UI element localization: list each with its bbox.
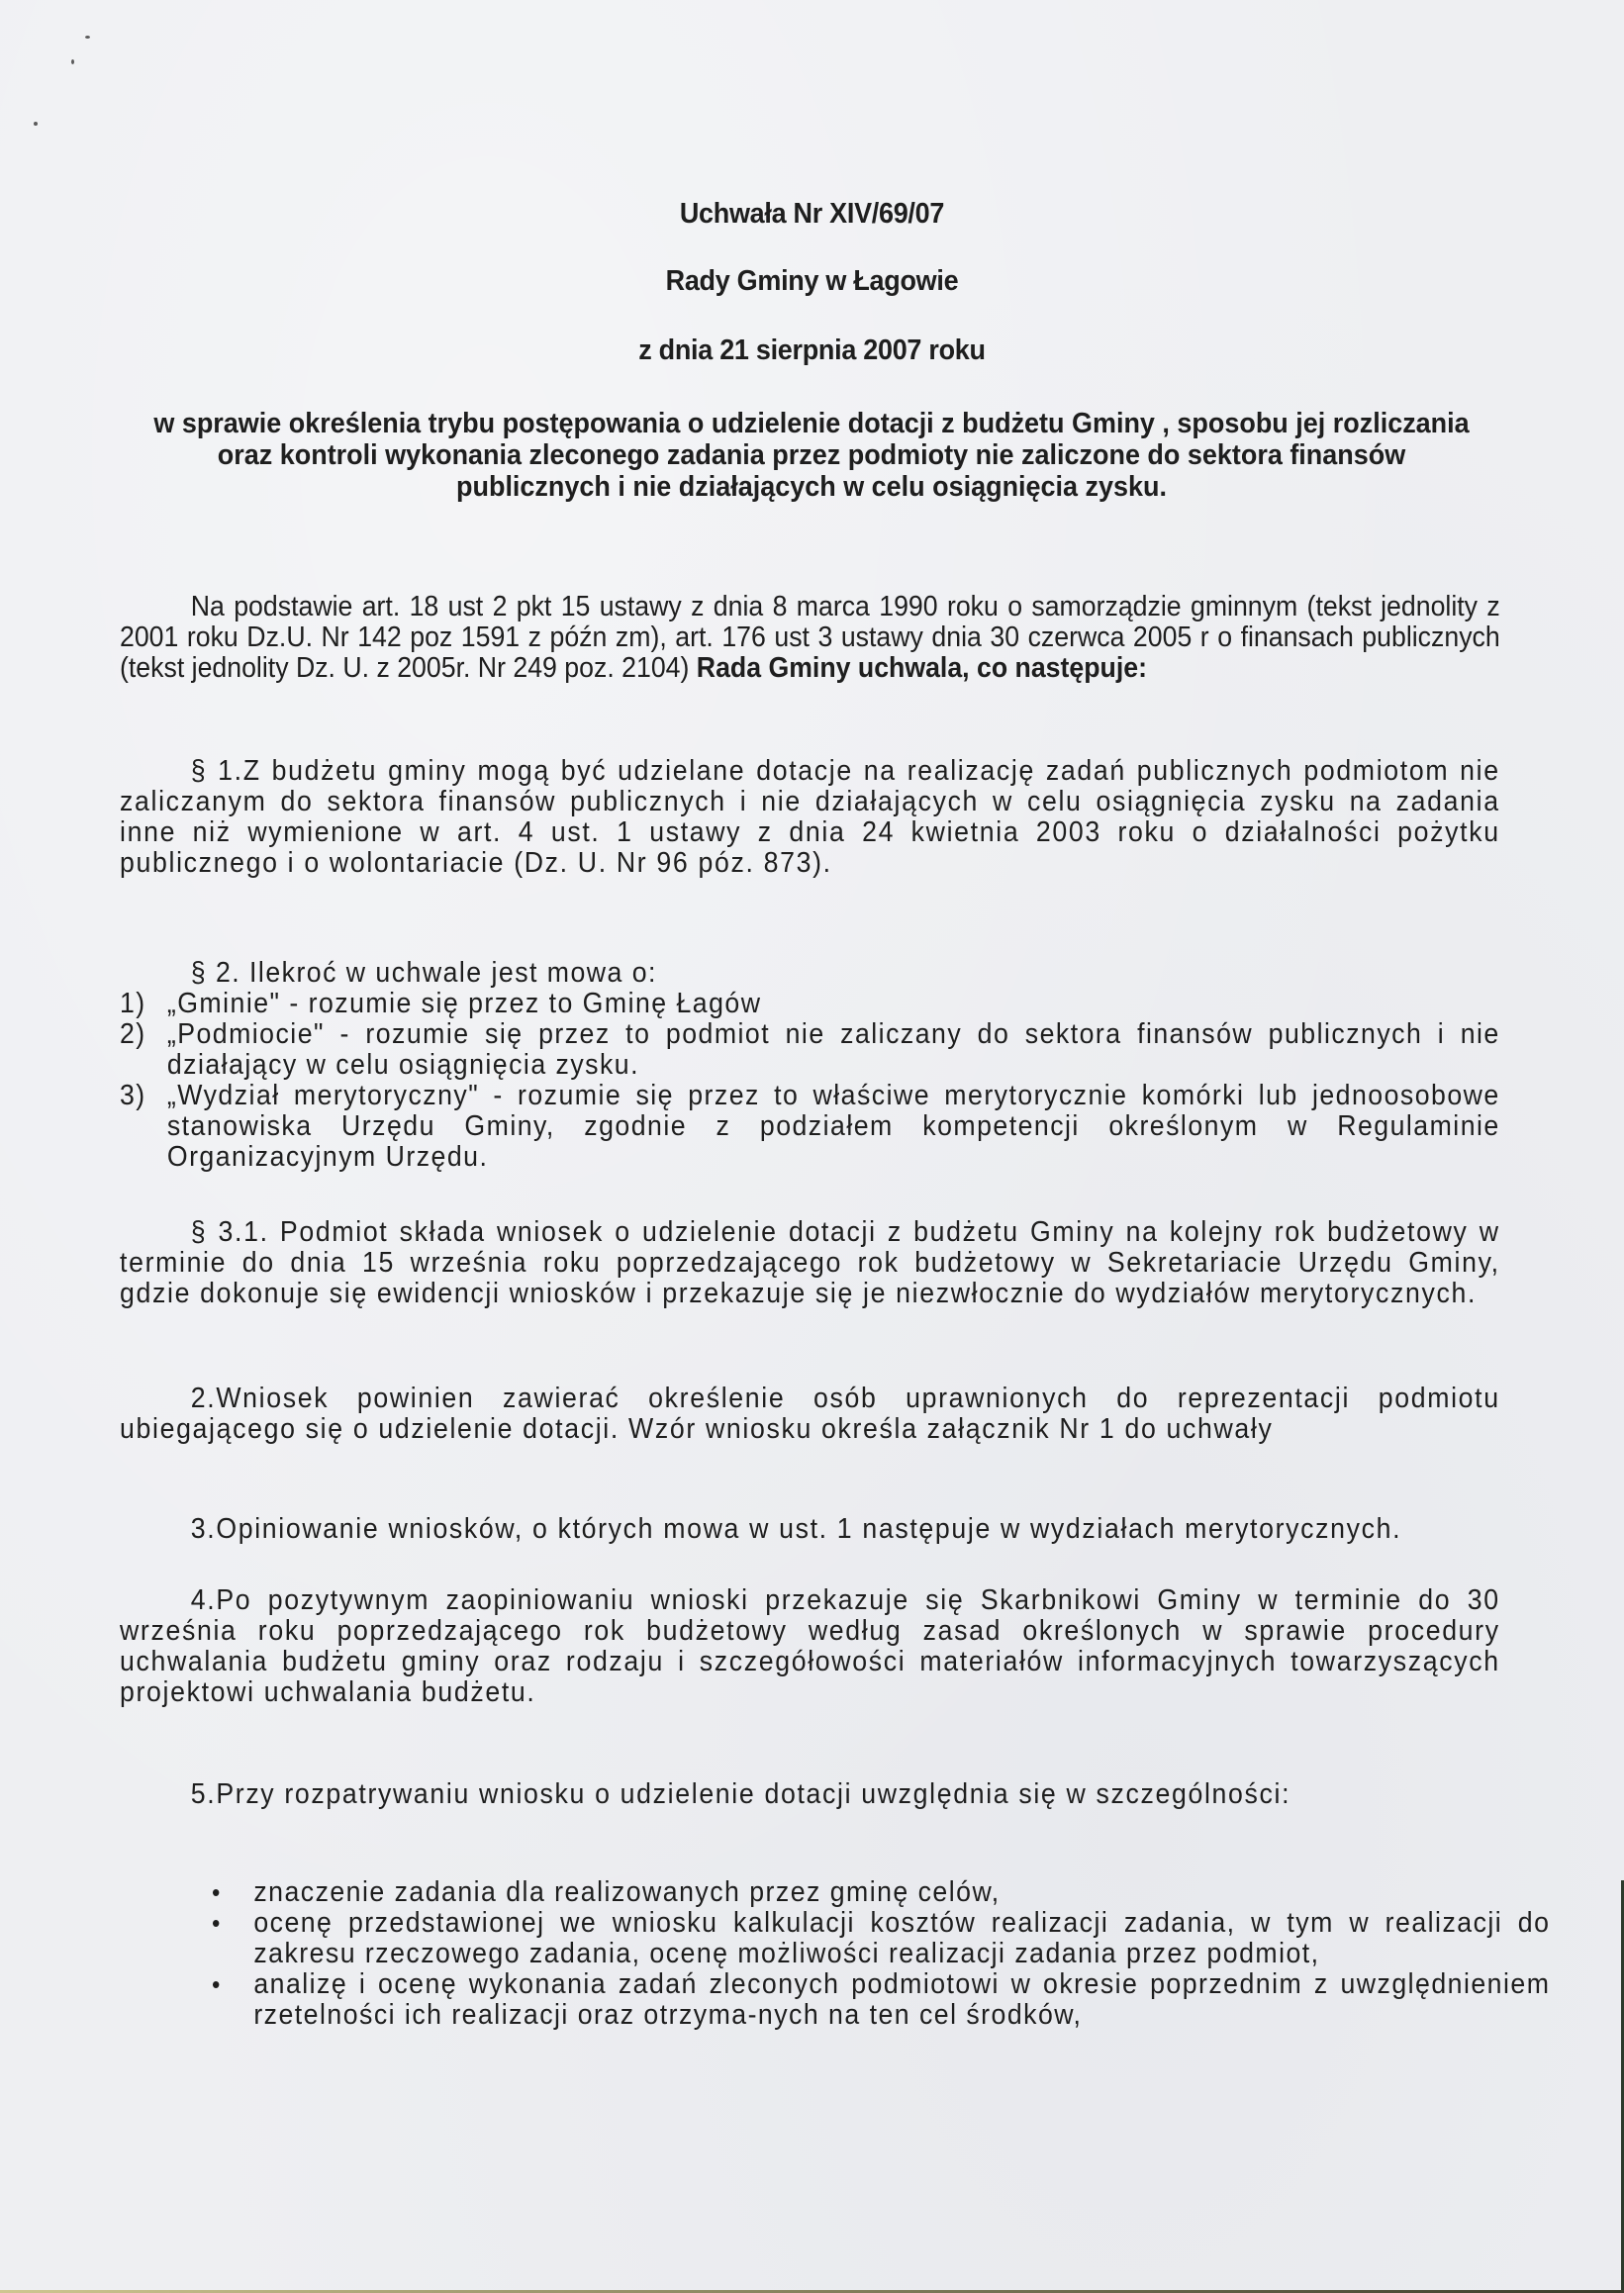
section-2-intro: § 2. Ilekroć w uchwale jest mowa o: [190,957,657,989]
section-3-paragraph-2 [120,1384,1500,1445]
definition-text: „Podmiocie" - rozumie się przez to podmiot nie zaliczany do sektora finansów publicznych i nie działający w celu osiągnięcia zysku. [166,1018,1500,1081]
preamble-enactment: Rada Gminy uchwala, co następuje: [696,652,1147,684]
council-name: Rady Gminy w Łagowie [665,265,959,297]
resolution-number: Uchwała Nr XIV/69/07 [679,198,945,230]
criteria-item [212,1877,1550,1908]
section-3-paragraph-5 [120,1779,1500,1810]
resolution-date: z dnia 21 sierpnia 2007 roku [638,334,986,366]
bullet-icon: • [212,1877,222,1907]
preamble-text: Na podstawie art. 18 ust 2 pkt 15 ustawy z dnia 8 marca 1990 roku o samorządzie gminnym (tekst jednolity z 2001 roku Dz.U. Nr 142 poz 1591 z późn zm), art. 176 ust 3 ustawy dnia 30 czerwca 2005 r o finansach publicznych (tekst jednolity Dz. U. z 2005r. Nr 249 poz. 2104) [120,591,1500,684]
definition-item [120,1081,1500,1173]
definition-item [120,989,1500,1019]
bullet-icon: • [212,1969,222,1999]
paragraph-text: 3.Opiniowanie wniosków, o których mowa w ust. 1 następuje w wydziałach merytorycznych. [190,1513,1402,1545]
definition-number: 2) [120,1018,146,1050]
definition-item [120,1019,1500,1081]
section-2 [120,958,1500,1173]
criteria-text: analizę i ocenę wykonania zadań zleconych podmiotowi w okresie poprzednim z uwzględnieniem rzetelności ich realizacji oraz otrzyma-nych na ten cel środków, [253,1968,1551,2031]
section-1-text: § 1.Z budżetu gminy mogą być udzielane dotacje na realizację zadań publicznych podmiotom nie zaliczanym do sektora finansów publicznych i nie działających w celu osiągnięcia zysku na zadania inne niż wymienione w art. 4 ust. 1 ustawy z dnia 24 kwietnia 2003 roku o działalności pożytku publicznego i o wolontariacie (Dz. U. Nr 96 póz. 873). [120,755,1500,879]
section-3-paragraph-3 [120,1514,1500,1545]
section-1 [120,756,1500,879]
resolution-subject: w sprawie określenia trybu postępowania o udzielenie dotacji z budżetu Gminy , sposobu jej rozliczania oraz kontroli wykonania zleconego zadania przez podmioty nie zaliczone do sektora finansów publicznych i nie działających w celu osiągnięcia zysku. [153,408,1470,503]
criteria-text: znaczenie zadania dla realizowanych przez gminę celów, [253,1876,1001,1908]
definition-number: 3) [120,1080,146,1111]
definition-number: 1) [120,988,146,1019]
definition-text: „Gminie" - rozumie się przez to Gminę Łagów [166,988,762,1019]
criteria-item [212,1908,1550,1969]
criteria-list [212,1877,1550,2031]
scan-speck [85,36,90,39]
scan-speck [34,122,38,126]
paragraph-text: 2.Wniosek powinien zawierać określenie osób uprawnionych do reprezentacji podmiotu ubiegającego się o udzielenie dotacji. Wzór wniosku określa załącznik Nr 1 do uchwały [120,1383,1500,1445]
criteria-text: ocenę przedstawionej we wniosku kalkulacji kosztów realizacji zadania, w tym w realizacji do zakresu rzeczowego zadania, ocenę możliwości realizacji zadania przez podmiot, [253,1907,1551,1969]
definition-text: „Wydział merytoryczny" - rozumie się przez to właściwe merytorycznie komórki lub jednoosobowe stanowiska Urzędu Gminy, zgodnie z podziałem kompetencji określonym w Regulaminie Organizacyjnym Urzędu. [166,1080,1500,1173]
scan-speck [71,59,74,64]
paragraph-text: 5.Przy rozpatrywaniu wniosku o udzielenie dotacji uwzględnia się w szczególności: [190,1778,1291,1810]
section-3-paragraph-1 [120,1217,1500,1309]
section-3-paragraph-4 [120,1585,1500,1708]
bullet-icon: • [212,1908,222,1938]
preamble [120,592,1500,684]
paragraph-text: § 3.1. Podmiot składa wniosek o udzielenie dotacji z budżetu Gminy na kolejny rok budżetowy w terminie do dnia 15 września roku poprzedzającego rok budżetowy w Sekretariacie Urzędu Gminy, gdzie dokonuje się ewidencji wniosków i przekazuje się je niezwłocznie do wydziałów merytorycznych. [120,1216,1500,1309]
paragraph-text: 4.Po pozytywnym zaopiniowaniu wnioski przekazuje się Skarbnikowi Gminy w terminie do 30 września roku poprzedzającego rok budżetowy według zasad określonych w sprawie procedury uchwalania budżetu gminy oraz rodzaju i szczegółowości materiałów informacyjnych towarzyszących projektowi uchwalania budżetu. [120,1584,1500,1708]
criteria-item [212,1969,1550,2031]
